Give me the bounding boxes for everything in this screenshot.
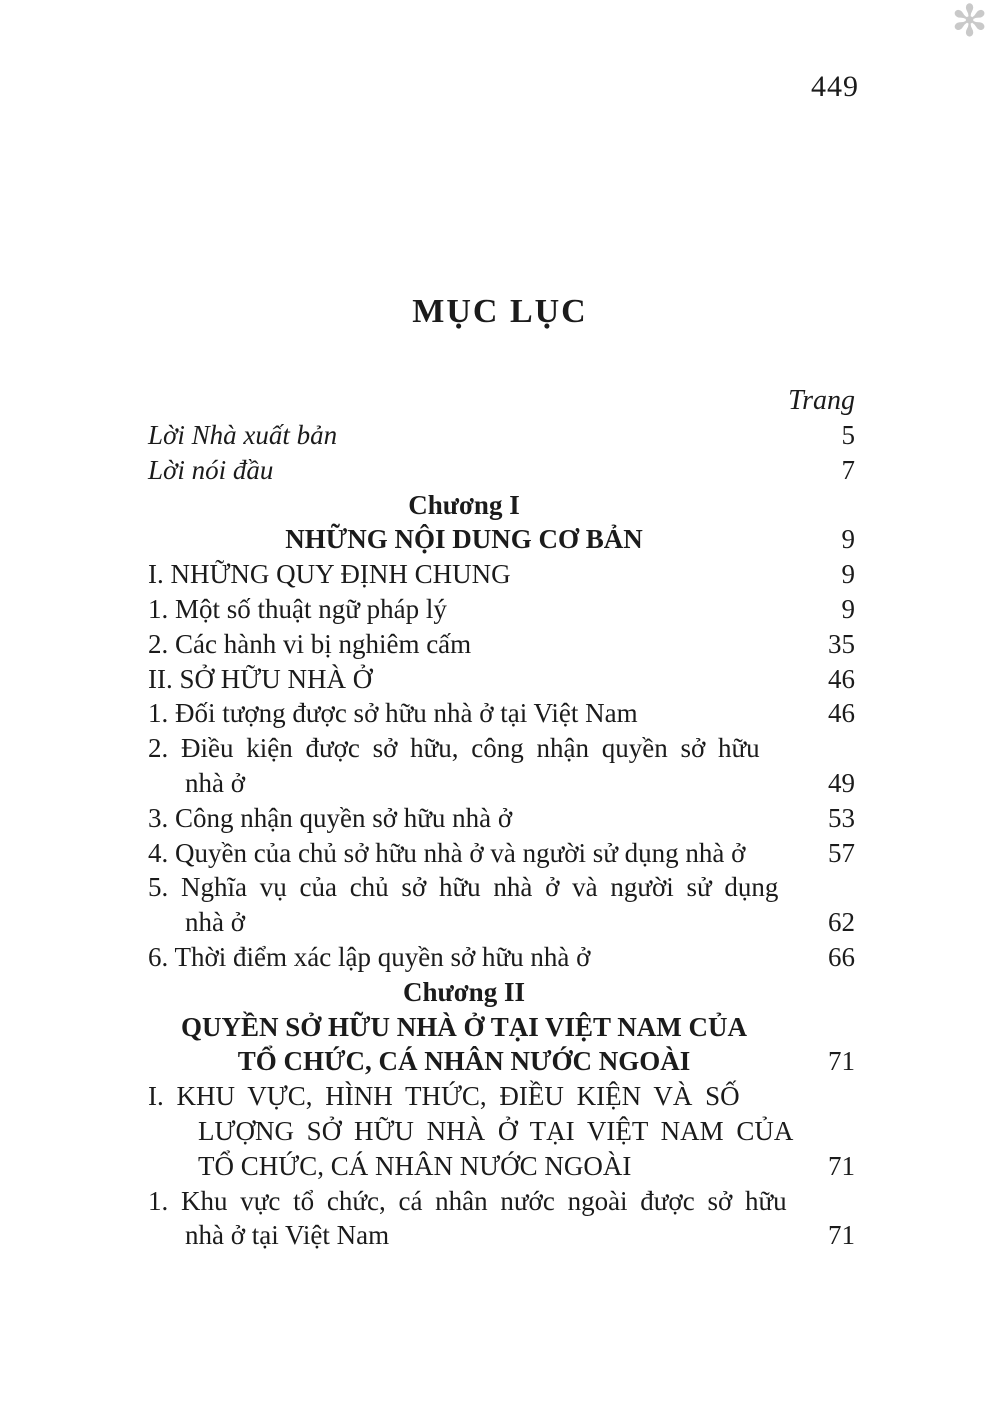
toc-entry-chapter-heading [148, 488, 855, 523]
toc-entry-item [148, 592, 855, 627]
toc-page-number: 35 [828, 628, 855, 659]
toc-line: LƯỢNG SỞ HỮU NHÀ Ở TẠI VIỆT NAM CỦA [198, 1115, 794, 1146]
toc-line: I. KHU VỰC, HÌNH THỨC, ĐIỀU KIỆN VÀ SỐ [148, 1081, 740, 1112]
toc-line: 5. Nghĩa vụ của chủ sở hữu nhà ở và người sử dụng [148, 872, 779, 903]
toc-line: QUYỀN SỞ HỮU NHÀ Ở TẠI VIỆT NAM CỦA [180, 1011, 748, 1042]
toc-line: 1. Khu vực tổ chức, cá nhân nước ngoài được sở hữu [148, 1185, 787, 1216]
toc-entry-chapter-title [148, 1010, 855, 1080]
toc-page-number: 66 [828, 941, 855, 972]
toc-content [148, 383, 855, 1253]
toc-line: TỔ CHỨC, CÁ NHÂN NƯỚC NGOÀI [198, 1150, 632, 1181]
toc-line: 6. Thời điểm xác lập quyền sở hữu nhà ở [148, 941, 591, 972]
toc-entry-frontmatter [148, 418, 855, 453]
toc-entries [148, 418, 855, 1253]
toc-page-number: 71 [828, 1220, 855, 1251]
toc-entry-section [148, 662, 855, 697]
toc-line: 2. Các hành vi bị nghiêm cấm [148, 628, 472, 659]
toc-line: nhà ở [185, 907, 246, 938]
toc-line: 1. Một số thuật ngữ pháp lý [148, 593, 447, 624]
page-title: MỤC LỤC [412, 293, 588, 330]
toc-page-number: 49 [828, 767, 855, 798]
column-header-trang: Trang [788, 385, 855, 416]
toc-page-number: 7 [841, 454, 855, 485]
toc-page-number: 62 [828, 907, 855, 938]
toc-line: 1. Đối tượng được sở hữu nhà ở tại Việt Nam [148, 698, 638, 729]
toc-page-number: 57 [828, 837, 855, 868]
toc-line: 4. Quyền của chủ sở hữu nhà ở và người sử dụng nhà ở [148, 837, 746, 868]
toc-page-number: 5 [841, 420, 855, 450]
toc-line: TỔ CHỨC, CÁ NHÂN NƯỚC NGOÀI [237, 1046, 691, 1077]
toc-line: nhà ở tại Việt Nam [185, 1220, 390, 1251]
toc-page-number: 71 [828, 1150, 855, 1181]
flower-asterisk-icon: ✻ [951, 0, 988, 47]
toc-line: Lời nói đầu [148, 454, 274, 485]
toc-entry-item [148, 731, 855, 801]
toc-line: Chương II [403, 976, 525, 1007]
toc-entry-item [148, 627, 855, 662]
toc-entry-item [148, 836, 855, 871]
toc-line: NHỮNG NỘI DUNG CƠ BẢN [285, 524, 643, 555]
toc-page-number: 9 [841, 524, 855, 555]
toc-line: Lời Nhà xuất bản [148, 420, 338, 450]
toc-page-number: 46 [828, 698, 855, 729]
toc-line: I. NHỮNG QUY ĐỊNH CHUNG [148, 559, 511, 590]
toc-entry-item [148, 870, 855, 940]
toc-entry-item [148, 801, 855, 836]
toc-entry-item [148, 940, 855, 975]
page-number: 449 [811, 70, 859, 103]
toc-entry-chapter-title [148, 522, 855, 557]
toc-page-number: 9 [841, 593, 855, 624]
toc-line: Chương I [408, 489, 520, 520]
toc-line: nhà ở [185, 767, 246, 798]
toc-page-number: 53 [828, 802, 855, 833]
toc-page-number: 46 [828, 663, 855, 694]
toc-entry-section [148, 557, 855, 592]
toc-entry-chapter-heading [148, 975, 855, 1010]
toc-line: II. SỞ HỮU NHÀ Ở [148, 663, 373, 694]
toc-entry-item [148, 696, 855, 731]
toc-entry-item [148, 1184, 855, 1254]
toc-entry-frontmatter [148, 453, 855, 488]
toc-entry-section [148, 1079, 855, 1183]
toc-line: 2. Điều kiện được sở hữu, công nhận quyền sở hữu [148, 733, 760, 764]
toc-page-number: 71 [828, 1046, 855, 1077]
toc-page-number: 9 [841, 559, 855, 590]
toc-line: 3. Công nhận quyền sở hữu nhà ở [148, 802, 513, 833]
